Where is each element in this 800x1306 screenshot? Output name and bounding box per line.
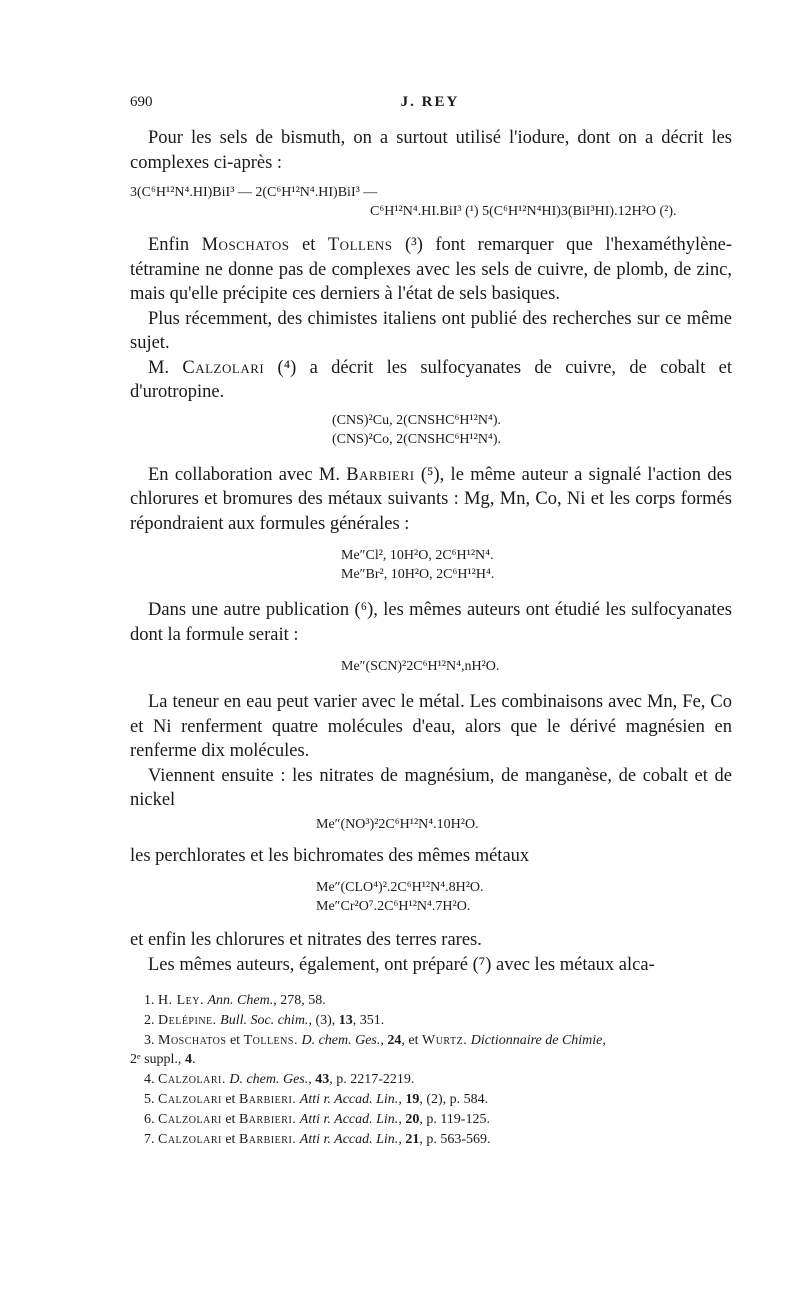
footnote-author: Wurtz. [421,1032,468,1048]
footnote-4 [130,1070,732,1090]
footnote-ref: , (2), p. 584. [419,1091,489,1107]
paragraph-moschatos [130,233,732,307]
footnote-ref: , p. 563-569. [419,1131,491,1147]
text-run: (⁵), le même auteur a signalé l'action des chlorures et bromures des métaux suivants : Mg, Mn, Co, Ni et les corps formés répondraient aux formules générales : [130,464,732,534]
footnote-ref: . [191,1052,196,1068]
footnote-3-continued [130,1050,732,1070]
text-run: (⁴) a décrit les sulfocyanates de cuivre, de cobalt et d'urotropine. [130,357,732,402]
page-header [130,94,730,116]
footnote-author: Calzolari. [158,1072,226,1088]
page-number: 690 [130,94,153,110]
footnote-number: 5. [144,1091,155,1107]
text-run: M. [148,357,183,378]
formula-bismuth-1: 3(C⁶H¹²N⁴.HI)BiI³ — 2(C⁶H¹²N⁴.HI)BiI³ — [130,185,378,200]
footnote-journal: Bull. Soc. chim. [220,1012,309,1028]
footnote-volume: 24 [387,1032,402,1048]
paragraph-alcalins: Les mêmes auteurs, également, ont préparé (⁷) avec les métaux alca- [148,954,655,975]
footnote-ref: , p. 119-125. [419,1111,490,1127]
text-run: En collaboration avec M. [148,464,347,485]
footnote-number: 2. [144,1012,155,1028]
footnote-number: 6. [144,1111,155,1127]
footnote-ref: et [226,1032,244,1048]
footnote-author: Calzolari [158,1131,222,1147]
footnote-ref: 2ᵉ suppl., [130,1052,185,1068]
footnote-ref: , p. 2217-2219. [329,1072,415,1088]
text-run: et [289,235,328,255]
formula-sulfocyanate-co: (CNS)²Co, 2(CNSHC⁶H¹²N⁴). [332,431,501,447]
footnote-number: 1. [144,993,155,1008]
footnote-ref: , 278, 58. [273,993,326,1008]
footnote-volume: 21 [405,1131,420,1147]
footnote-volume: 4 [184,1052,192,1068]
footnote-ref: , et [401,1032,422,1048]
footnote-ref: , [398,1091,406,1107]
footnote-ref: , [308,1072,316,1088]
footnote-author: Tollens. [243,1032,298,1048]
author-name: Calzolari [182,357,265,378]
footnote-author: H. Ley. [158,993,204,1008]
footnote-journal: Dictionnaire de Chimie [470,1032,603,1048]
formula-bromure: Me″Br², 10H²O, 2C⁶H¹²H⁴. [341,567,495,582]
formula-bichromate: Me″Cr²O⁷.2C⁶H¹²N⁴.7H²O. [316,899,471,914]
footnote-7 [130,1130,732,1150]
paragraph-perchlorates: les perchlorates et les bichromates des mêmes métaux [130,845,530,866]
formula-bismuth-2: C⁶H¹²N⁴.HI.BiI³ (¹) 5(C⁶H¹²N⁴HI)3(BiI³HI).12H²O (²). [370,204,677,219]
footnote-volume: 20 [405,1111,420,1127]
footnote-number: 7. [144,1131,155,1147]
footnote-journal: Atti r. Accad. Lin. [299,1111,399,1127]
footnote-ref: , [398,1111,406,1127]
author-name: Tollens [327,235,393,255]
footnote-ref: , (3), [308,1012,339,1028]
footnote-journal: Atti r. Accad. Lin. [299,1131,399,1147]
paragraph-teneur: La teneur en eau peut varier avec le métal. Les combinaisons avec Mn, Fe, Co et Ni renferment quatre molécules d'eau, alors que le dérivé magnésien en renferme dix molécules. [130,692,732,761]
footnote-volume: 19 [405,1091,420,1107]
paragraph-publication: Dans une autre publication (⁶), les mêmes auteurs ont étudié les sulfocyanates dont la formule serait : [130,600,732,645]
footnote-journal: D. chem. Ges. [301,1032,381,1048]
main-text [130,126,732,1149]
paragraph-nitrates: Viennent ensuite : les nitrates de magnésium, de manganèse, de cobalt et de nickel [130,765,732,810]
formula-chlorure: Me″Cl², 10H²O, 2C⁶H¹²N⁴. [341,548,494,563]
running-head: J. REY [400,94,460,110]
footnote-ref: et [221,1111,239,1127]
footnote-volume: 13 [338,1012,353,1028]
text-run: (³) font remarquer que l'hexaméthylène-tétramine ne donne pas de complexes avec les sels de cuivre, de plomb, de zinc, mais qu'elle précipite ces derniers à l'état de sels basiques. [130,235,732,304]
formula-scn: Me″(SCN)²2C⁶H¹²N⁴,nH²O. [341,659,500,674]
footnote-ref: , [398,1131,406,1147]
formula-sulfocyanate-cu: (CNS)²Cu, 2(CNSHC⁶H¹²N⁴). [332,412,501,428]
footnote-author: Barbieri. [238,1091,297,1107]
paragraph-calzolari [130,356,732,405]
paragraph-italiens: Plus récemment, des chimistes italiens ont publié des recherches sur ce même sujet. [130,308,732,353]
footnote-number: 4. [144,1072,155,1088]
author-name: Barbieri [346,464,415,485]
footnote-author: Barbieri. [238,1111,297,1127]
footnote-ref: , 351. [352,1012,385,1028]
footnote-volume: 43 [315,1072,330,1088]
footnote-1 [130,991,732,1011]
footnote-author: Calzolari [158,1091,222,1107]
paragraph-bismuth: Pour les sels de bismuth, on a surtout utilisé l'iodure, dont on a décrit les complexes ci-après : [130,128,732,173]
footnote-ref: , [602,1032,606,1048]
footnote-ref: et [221,1131,239,1147]
footnote-author: Calzolari [158,1111,222,1127]
footnote-journal: Ann. Chem. [207,993,274,1008]
paragraph-barbieri [130,463,732,537]
footnote-5 [130,1090,732,1110]
formula-nitrate: Me″(NO³)²2C⁶H¹²N⁴.10H²O. [316,816,479,832]
footnotes [130,991,732,1149]
formula-perchlorate: Me″(CLO⁴)².2C⁶H¹²N⁴.8H²O. [316,880,484,895]
footnote-journal: D. chem. Ges. [229,1072,309,1088]
footnote-journal: Atti r. Accad. Lin. [299,1091,399,1107]
footnote-number: 3. [144,1032,155,1048]
footnote-author: Delépine. [158,1012,217,1028]
footnote-ref: et [221,1091,239,1107]
footnote-author: Barbieri. [238,1131,297,1147]
paragraph-terres-rares: et enfin les chlorures et nitrates des terres rares. [130,930,482,950]
footnote-author: Moschatos [158,1032,227,1048]
footnote-6 [130,1110,732,1130]
text-run: Enfin [148,235,202,255]
footnote-ref: , [380,1032,388,1048]
footnote-2 [130,1011,732,1031]
footnote-3 [130,1031,732,1051]
author-name: Moschatos [201,235,290,255]
